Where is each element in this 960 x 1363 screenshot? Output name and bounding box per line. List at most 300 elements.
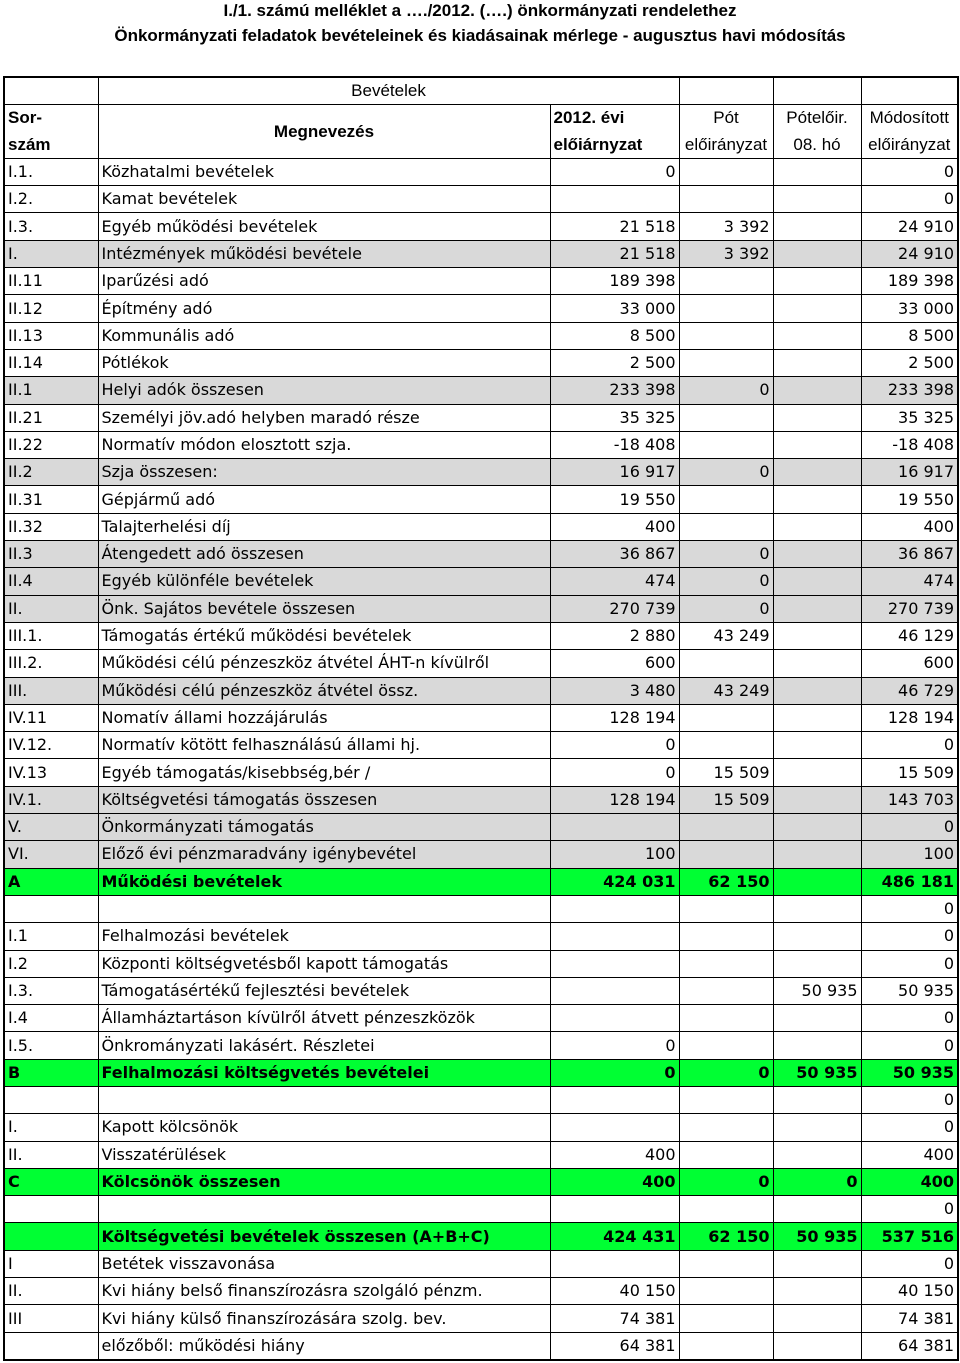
row-pot [679, 295, 773, 322]
table-row [4, 1005, 958, 1032]
row-sor: VI. [4, 841, 98, 868]
row-sor: II.12 [4, 295, 98, 322]
table-row [4, 704, 958, 731]
row-2012: 0 [550, 759, 679, 786]
row-pot [679, 841, 773, 868]
row-potelo [773, 1141, 861, 1168]
row-potelo [773, 213, 861, 240]
row-potelo [773, 950, 861, 977]
row-mod: 8 500 [861, 322, 958, 349]
row-potelo [773, 431, 861, 458]
table-row [4, 186, 958, 213]
row-pot: 0 [679, 1168, 773, 1195]
row-potelo [773, 622, 861, 649]
row-2012: 400 [550, 1141, 679, 1168]
header-section-label: Bevételek [98, 77, 679, 105]
header-name: Megnevezés [98, 105, 550, 159]
row-2012: 3 480 [550, 677, 679, 704]
row-potelo [773, 295, 861, 322]
row-mod: 46 729 [861, 677, 958, 704]
header-empty-cell [773, 77, 861, 105]
row-name: Önk. Sajátos bevétele összesen [98, 595, 550, 622]
row-pot [679, 349, 773, 376]
row-mod: 15 509 [861, 759, 958, 786]
row-sor: III. [4, 677, 98, 704]
table-row [4, 322, 958, 349]
row-2012: -18 408 [550, 431, 679, 458]
header-2012-line2: előiárnyzat [550, 132, 679, 159]
table-row [4, 513, 958, 540]
row-mod: 46 129 [861, 622, 958, 649]
row-name: Iparűzési adó [98, 268, 550, 295]
row-potelo [773, 786, 861, 813]
row-mod: 0 [861, 158, 958, 185]
header-pot-line1: Pót [679, 105, 773, 132]
row-2012: 74 381 [550, 1305, 679, 1332]
row-2012: 424 431 [550, 1223, 679, 1250]
row-sor: III [4, 1305, 98, 1332]
row-2012: 21 518 [550, 213, 679, 240]
row-pot [679, 513, 773, 540]
row-mod: -18 408 [861, 431, 958, 458]
row-mod: 400 [861, 513, 958, 540]
row-pot: 62 150 [679, 1223, 773, 1250]
row-potelo [773, 923, 861, 950]
row-sor: III.1. [4, 622, 98, 649]
row-pot [679, 1196, 773, 1223]
row-pot: 0 [679, 377, 773, 404]
table-row [4, 732, 958, 759]
row-2012: 2 880 [550, 622, 679, 649]
row-name: Központi költségvetésből kapott támogatás [98, 950, 550, 977]
table-row [4, 404, 958, 431]
row-pot: 0 [679, 568, 773, 595]
table-row [4, 431, 958, 458]
row-mod: 270 739 [861, 595, 958, 622]
row-name: Kvi hiány belső finanszírozásra szolgáló pénzm. [98, 1278, 550, 1305]
row-sor: IV.12. [4, 732, 98, 759]
row-mod: 64 381 [861, 1332, 958, 1360]
row-name: Egyéb támogatás/kisebbség,bér / [98, 759, 550, 786]
row-sor: I.5. [4, 1032, 98, 1059]
row-mod: 36 867 [861, 541, 958, 568]
row-potelo [773, 322, 861, 349]
row-potelo [773, 1114, 861, 1141]
table-row [4, 868, 958, 895]
row-2012: 0 [550, 1059, 679, 1086]
header-empty-cell [4, 77, 98, 105]
row-potelo [773, 268, 861, 295]
row-2012 [550, 1005, 679, 1032]
row-sor: II.31 [4, 486, 98, 513]
row-pot: 0 [679, 595, 773, 622]
row-potelo [773, 1250, 861, 1277]
row-mod: 0 [861, 1032, 958, 1059]
row-sor: V. [4, 814, 98, 841]
row-sor [4, 1196, 98, 1223]
row-mod: 50 935 [861, 1059, 958, 1086]
table-row [4, 240, 958, 267]
row-mod: 400 [861, 1168, 958, 1195]
row-name: Költségvetési támogatás összesen [98, 786, 550, 813]
row-potelo [773, 868, 861, 895]
table-row [4, 1223, 958, 1250]
table-row [4, 1086, 958, 1113]
row-pot: 43 249 [679, 677, 773, 704]
row-sor: II. [4, 595, 98, 622]
row-mod: 0 [861, 1114, 958, 1141]
row-sor: II.2 [4, 459, 98, 486]
row-pot [679, 1032, 773, 1059]
row-mod: 0 [861, 732, 958, 759]
row-potelo: 0 [773, 1168, 861, 1195]
row-mod: 189 398 [861, 268, 958, 295]
row-name: Működési bevételek [98, 868, 550, 895]
revenue-table [3, 76, 959, 1361]
row-pot [679, 186, 773, 213]
row-potelo [773, 650, 861, 677]
table-row [4, 1059, 958, 1086]
table-row [4, 759, 958, 786]
row-name: Építmény adó [98, 295, 550, 322]
header-mod-line1: Módosított [861, 105, 958, 132]
row-pot [679, 977, 773, 1004]
row-2012 [550, 977, 679, 1004]
row-sor: II.32 [4, 513, 98, 540]
row-name: Normatív kötött felhasználású állami hj. [98, 732, 550, 759]
row-name: Kvi hiány külső finanszírozására szolg. bev. [98, 1305, 550, 1332]
row-name: Egyéb különféle bevételek [98, 568, 550, 595]
table-row [4, 677, 958, 704]
row-pot [679, 404, 773, 431]
row-mod: 35 325 [861, 404, 958, 431]
table-row [4, 1278, 958, 1305]
row-mod: 486 181 [861, 868, 958, 895]
row-potelo: 50 935 [773, 1223, 861, 1250]
row-sor: I.2 [4, 950, 98, 977]
row-sor [4, 1332, 98, 1360]
row-name [98, 895, 550, 922]
row-2012 [550, 814, 679, 841]
row-2012: 424 031 [550, 868, 679, 895]
row-potelo [773, 677, 861, 704]
row-2012 [550, 950, 679, 977]
table-row [4, 486, 958, 513]
row-2012: 0 [550, 1032, 679, 1059]
table-row [4, 923, 958, 950]
row-name: Intézmények működési bevétele [98, 240, 550, 267]
row-sor: I.4 [4, 1005, 98, 1032]
row-name: Szja összesen: [98, 459, 550, 486]
row-potelo: 50 935 [773, 977, 861, 1004]
table-row [4, 1114, 958, 1141]
row-2012: 33 000 [550, 295, 679, 322]
row-potelo [773, 459, 861, 486]
row-pot [679, 704, 773, 731]
row-sor: II.21 [4, 404, 98, 431]
header-2012-line1: 2012. évi [550, 105, 679, 132]
table-row [4, 1305, 958, 1332]
table-row [4, 1168, 958, 1195]
header-sor-line1: Sor- [4, 105, 98, 132]
table-row [4, 349, 958, 376]
table-row [4, 622, 958, 649]
row-2012: 21 518 [550, 240, 679, 267]
row-sor: II. [4, 1141, 98, 1168]
row-sor: I. [4, 1114, 98, 1141]
row-pot [679, 268, 773, 295]
table-row [4, 158, 958, 185]
row-name: Nomatív állami hozzájárulás [98, 704, 550, 731]
row-name: Személyi jöv.adó helyben maradó része [98, 404, 550, 431]
row-2012: 233 398 [550, 377, 679, 404]
row-2012: 35 325 [550, 404, 679, 431]
row-pot: 62 150 [679, 868, 773, 895]
row-2012 [550, 1086, 679, 1113]
row-sor: I.2. [4, 186, 98, 213]
row-pot: 15 509 [679, 759, 773, 786]
row-pot: 0 [679, 541, 773, 568]
row-pot [679, 322, 773, 349]
table-row [4, 895, 958, 922]
row-potelo [773, 1332, 861, 1360]
row-potelo [773, 1032, 861, 1059]
row-2012 [550, 186, 679, 213]
row-potelo [773, 704, 861, 731]
row-potelo [773, 486, 861, 513]
row-name: Egyéb működési bevételek [98, 213, 550, 240]
row-2012: 16 917 [550, 459, 679, 486]
row-sor: I.3. [4, 213, 98, 240]
row-sor: C [4, 1168, 98, 1195]
row-pot [679, 814, 773, 841]
table-row [4, 841, 958, 868]
row-mod: 40 150 [861, 1278, 958, 1305]
row-name: Előző évi pénzmaradvány igénybevétel [98, 841, 550, 868]
table-row [4, 650, 958, 677]
row-pot [679, 1086, 773, 1113]
row-sor: III.2. [4, 650, 98, 677]
row-mod: 50 935 [861, 977, 958, 1004]
row-pot [679, 486, 773, 513]
header-potelo-line2: 08. hó [773, 132, 861, 159]
row-2012: 400 [550, 513, 679, 540]
row-pot: 3 392 [679, 240, 773, 267]
row-name: Talajterhelési díj [98, 513, 550, 540]
row-2012 [550, 923, 679, 950]
row-mod: 0 [861, 950, 958, 977]
header-sor-line2: szám [4, 132, 98, 159]
row-mod: 0 [861, 814, 958, 841]
table-row [4, 1141, 958, 1168]
row-2012: 0 [550, 732, 679, 759]
row-2012 [550, 1196, 679, 1223]
row-sor: I.1. [4, 158, 98, 185]
row-sor: A [4, 868, 98, 895]
row-pot [679, 431, 773, 458]
row-sor: I.1 [4, 923, 98, 950]
row-pot: 3 392 [679, 213, 773, 240]
row-mod: 2 500 [861, 349, 958, 376]
row-name: Helyi adók összesen [98, 377, 550, 404]
header-mod-line2: előirányzat [861, 132, 958, 159]
row-pot [679, 1005, 773, 1032]
row-potelo [773, 1086, 861, 1113]
row-sor: II.22 [4, 431, 98, 458]
row-potelo [773, 841, 861, 868]
row-mod: 0 [861, 895, 958, 922]
row-2012: 128 194 [550, 704, 679, 731]
row-potelo [773, 1278, 861, 1305]
row-sor [4, 1223, 98, 1250]
row-pot [679, 732, 773, 759]
row-sor: I. [4, 240, 98, 267]
row-potelo [773, 404, 861, 431]
row-sor: II.11 [4, 268, 98, 295]
row-name: Önkormányzati támogatás [98, 814, 550, 841]
row-name: Kommunális adó [98, 322, 550, 349]
row-name [98, 1196, 550, 1223]
row-potelo [773, 513, 861, 540]
table-row [4, 568, 958, 595]
row-potelo [773, 895, 861, 922]
table-row [4, 377, 958, 404]
row-2012: 189 398 [550, 268, 679, 295]
row-sor: I [4, 1250, 98, 1277]
row-sor: II.1 [4, 377, 98, 404]
row-name: Visszatérülések [98, 1141, 550, 1168]
row-pot [679, 1332, 773, 1360]
row-pot [679, 1305, 773, 1332]
row-2012: 8 500 [550, 322, 679, 349]
row-name: Költségvetési bevételek összesen (A+B+C) [98, 1223, 550, 1250]
row-mod: 537 516 [861, 1223, 958, 1250]
row-sor: II.13 [4, 322, 98, 349]
row-sor: IV.11 [4, 704, 98, 731]
row-potelo [773, 240, 861, 267]
row-potelo [773, 186, 861, 213]
row-2012: 400 [550, 1168, 679, 1195]
table-row [4, 977, 958, 1004]
row-2012: 474 [550, 568, 679, 595]
row-2012: 100 [550, 841, 679, 868]
row-2012: 128 194 [550, 786, 679, 813]
row-name: Betétek visszavonása [98, 1250, 550, 1277]
row-mod: 0 [861, 1005, 958, 1032]
row-mod: 24 910 [861, 240, 958, 267]
table-row [4, 595, 958, 622]
row-potelo: 50 935 [773, 1059, 861, 1086]
row-potelo [773, 349, 861, 376]
row-mod: 474 [861, 568, 958, 595]
row-name: Államháztartáson kívülről átvett pénzeszközök [98, 1005, 550, 1032]
row-sor: II.3 [4, 541, 98, 568]
row-2012: 2 500 [550, 349, 679, 376]
row-sor: II.14 [4, 349, 98, 376]
row-name: Kölcsönök összesen [98, 1168, 550, 1195]
table-row [4, 1332, 958, 1360]
table-row [4, 1196, 958, 1223]
row-mod: 233 398 [861, 377, 958, 404]
row-name: Kamat bevételek [98, 186, 550, 213]
row-mod: 0 [861, 923, 958, 950]
row-potelo [773, 541, 861, 568]
row-name: Átengedett adó összesen [98, 541, 550, 568]
table-row [4, 459, 958, 486]
row-sor: IV.1. [4, 786, 98, 813]
row-sor [4, 1086, 98, 1113]
row-2012: 40 150 [550, 1278, 679, 1305]
row-name: előzőből: működési hiány [98, 1332, 550, 1360]
row-pot: 0 [679, 1059, 773, 1086]
row-pot: 0 [679, 459, 773, 486]
row-name: Kapott kölcsönök [98, 1114, 550, 1141]
document-subtitle: Önkormányzati feladatok bevételeinek és kiadásainak mérlege - augusztus havi módosítás [114, 26, 846, 45]
row-2012: 36 867 [550, 541, 679, 568]
row-mod: 0 [861, 1250, 958, 1277]
row-pot [679, 923, 773, 950]
row-sor: II. [4, 1278, 98, 1305]
row-sor: B [4, 1059, 98, 1086]
row-mod: 24 910 [861, 213, 958, 240]
row-pot [679, 1114, 773, 1141]
row-potelo [773, 568, 861, 595]
row-mod: 600 [861, 650, 958, 677]
row-mod: 0 [861, 1196, 958, 1223]
row-pot [679, 158, 773, 185]
row-potelo [773, 1005, 861, 1032]
row-potelo [773, 1305, 861, 1332]
row-pot [679, 895, 773, 922]
row-potelo [773, 377, 861, 404]
row-sor: I.3. [4, 977, 98, 1004]
row-mod: 400 [861, 1141, 958, 1168]
row-name: Pótlékok [98, 349, 550, 376]
row-pot: 43 249 [679, 622, 773, 649]
row-mod: 74 381 [861, 1305, 958, 1332]
row-2012: 600 [550, 650, 679, 677]
row-pot [679, 1250, 773, 1277]
row-2012 [550, 1250, 679, 1277]
row-name: Felhalmozási költségvetés bevételei [98, 1059, 550, 1086]
table-row [4, 814, 958, 841]
row-mod: 0 [861, 186, 958, 213]
row-2012: 270 739 [550, 595, 679, 622]
row-mod: 19 550 [861, 486, 958, 513]
table-row [4, 950, 958, 977]
row-name: Normatív módon elosztott szja. [98, 431, 550, 458]
row-name: Támogatásértékű fejlesztési bevételek [98, 977, 550, 1004]
row-name: Támogatás értékű működési bevételek [98, 622, 550, 649]
table-row [4, 541, 958, 568]
row-potelo [773, 158, 861, 185]
header-empty-cell [679, 77, 773, 105]
row-name: Működési célú pénzeszköz átvétel ÁHT-n kívülről [98, 650, 550, 677]
row-mod: 0 [861, 1086, 958, 1113]
row-mod: 128 194 [861, 704, 958, 731]
table-row [4, 786, 958, 813]
table-row [4, 295, 958, 322]
row-name: Önkrományzati lakásért. Részletei [98, 1032, 550, 1059]
row-name: Felhalmozási bevételek [98, 923, 550, 950]
row-potelo [773, 732, 861, 759]
row-potelo [773, 1196, 861, 1223]
row-2012: 0 [550, 158, 679, 185]
document-title: I./1. számú melléklet a …./2012. (….) önkormányzati rendelethez [223, 1, 737, 20]
row-mod: 143 703 [861, 786, 958, 813]
row-2012 [550, 1114, 679, 1141]
row-potelo [773, 595, 861, 622]
